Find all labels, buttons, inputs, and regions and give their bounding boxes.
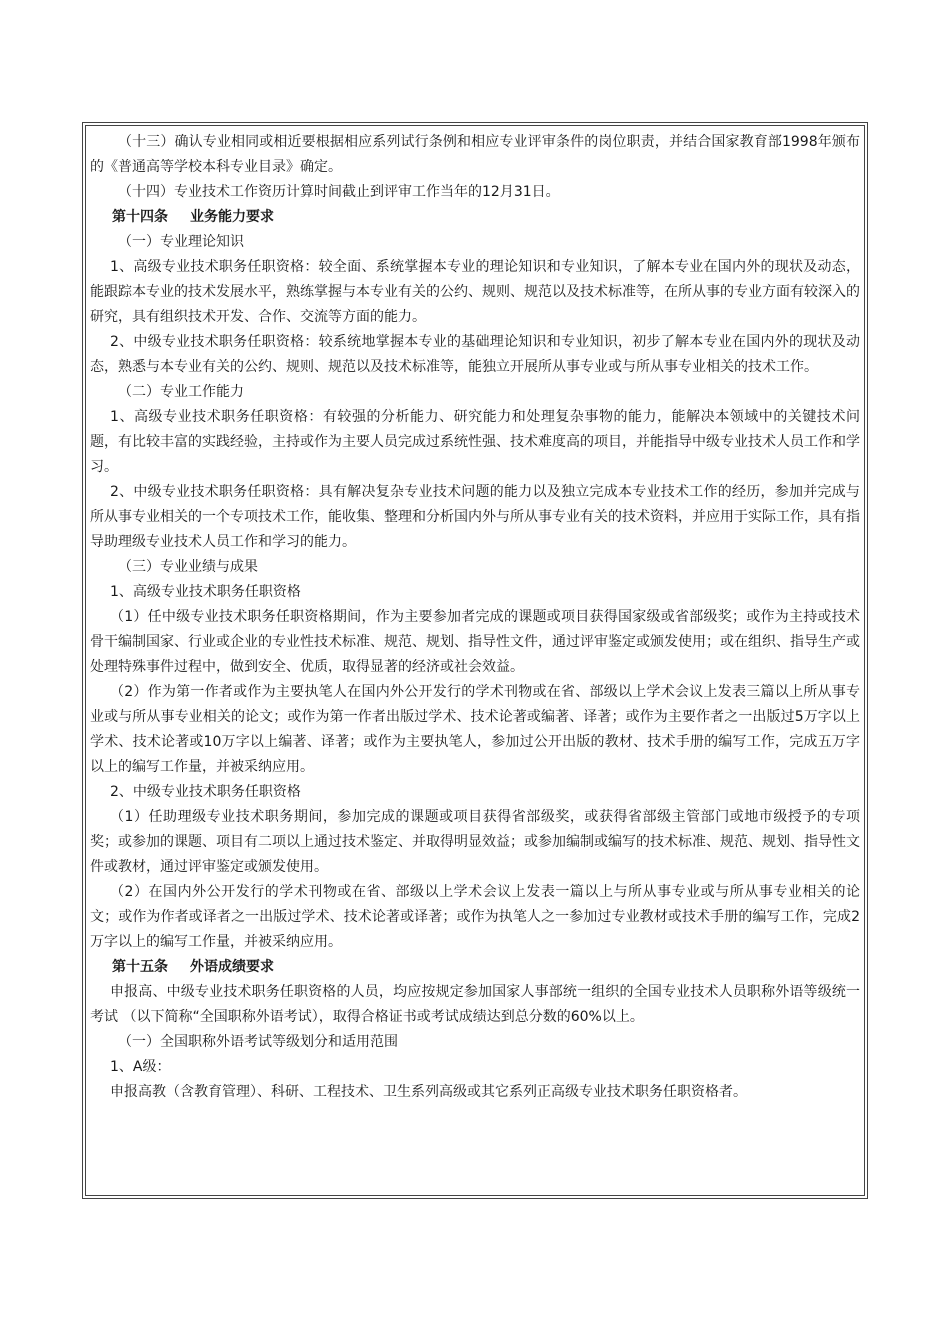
paragraph: 2、中级专业技术职务任职资格：较系统地掌握本专业的基础理论知识和专业知识，初步了解本专业在国内外的现状及动态，熟悉与本专业有关的公约、规则、规范以及技术标准等，能独立开展所从事专业或与所从事专业相关的技术工作。 — [90, 334, 860, 375]
document-body — [85, 125, 865, 1196]
paragraph: （十三）确认专业相同或相近要根据相应系列试行条例和相应专业评审条件的岗位职责，并结合国家教育部1998年颁布的《普通高等学校本科专业目录》确定。 — [90, 134, 860, 175]
section-title: （三）专业业绩与成果 — [118, 559, 258, 575]
article-title: 业务能力要求 — [190, 209, 274, 225]
paragraph: （1）任中级专业技术职务任职资格期间，作为主要参加者完成的课题或项目获得国家级或省部级奖；或作为主持或技术骨干编制国家、行业或企业的专业性技术标准、规范、规划、指导性文件，通过评审鉴定或颁发使用；或在组织、指导生产或处理特殊事件过程中，做到安全、优质，取得显著的经济或社会效益。 — [90, 609, 860, 675]
page-border — [82, 122, 868, 1199]
article-heading — [90, 205, 860, 230]
paragraph: 2、中级专业技术职务任职资格：具有解决复杂专业技术问题的能力以及独立完成本专业技术工作的经历，参加并完成与所从事专业相关的一个专项技术工作，能收集、整理和分析国内外与所从事专业有关的技术资料，并应用于实际工作，具有指导助理级专业技术人员工作和学习的能力。 — [90, 484, 860, 550]
paragraph: 申报高教（含教育管理）、科研、工程技术、卫生系列高级或其它系列正高级专业技术职务任职资格者。 — [110, 1084, 747, 1100]
paragraph: 申报高、中级专业技术职务任职资格的人员，均应按规定参加国家人事部统一组织的全国专业技术人员职称外语等级统一考试 （以下简称“全国职称外语考试），取得合格证书或考试成绩达到总分数的60%以上。 — [90, 984, 860, 1025]
section-title: （一）专业理论知识 — [118, 234, 244, 250]
article-heading — [90, 955, 860, 980]
paragraph: （2）在国内外公开发行的学术刊物或在省、部级以上学术会议上发表一篇以上与所从事专业或与所从事专业相关的论文；或作为作者或译者之一出版过学术、技术论著或译著；或作为执笔人之一参加过专业教材或技术手册的编写工作，完成2万字以上的编写工作量，并被采纳应用。 — [90, 884, 860, 950]
section-title: （二）专业工作能力 — [118, 384, 244, 400]
paragraph: （2）作为第一作者或作为主要执笔人在国内外公开发行的学术刊物或在省、部级以上学术会议上发表三篇以上所从事专业或与所从事专业相关的论文；或作为第一作者出版过学术、技术论著或编著、译著；或作为主要作者之一出版过5万字以上学术、技术论著或10万字以上编著、译著；或作为主要执笔人，参加过公开出版的教材、技术手册的编写工作，完成五万字以上的编写工作量，并被采纳应用。 — [90, 684, 860, 775]
paragraph: 1、A级： — [110, 1059, 171, 1075]
paragraph: 2、中级专业技术职务任职资格 — [110, 784, 301, 800]
paragraph: （1）任助理级专业技术职务期间，参加完成的课题或项目获得省部级奖，或获得省部级主管部门或地市级授予的专项奖；或参加的课题、项目有二项以上通过技术鉴定、并取得明显效益；或参加编制或编写的技术标准、规范、规划、指导性文件或教材，通过评审鉴定或颁发使用。 — [90, 809, 860, 875]
paragraph: （十四）专业技术工作资历计算时间截止到评审工作当年的12月31日。 — [118, 184, 560, 200]
paragraph: 1、高级专业技术职务任职资格 — [110, 584, 301, 600]
paragraph: 1、高级专业技术职务任职资格：较全面、系统掌握本专业的理论知识和专业知识，了解本专业在国内外的现状及动态，能跟踪本专业的技术发展水平，熟练掌握与本专业有关的公约、规则、规范以及技术标准等，在所从事的专业方面有较深入的研究，具有组织技术开发、合作、交流等方面的能力。 — [90, 259, 860, 325]
article-title: 外语成绩要求 — [190, 959, 274, 975]
section-title: （一）全国职称外语考试等级划分和适用范围 — [118, 1034, 398, 1050]
article-number: 第十四条 — [112, 209, 168, 225]
paragraph: 1、高级专业技术职务任职资格：有较强的分析能力、研究能力和处理复杂事物的能力，能解决本领域中的关键技术问题，有比较丰富的实践经验，主持或作为主要人员完成过系统性强、技术难度高的项目，并能指导中级专业技术人员工作和学习。 — [90, 409, 860, 475]
article-number: 第十五条 — [112, 959, 168, 975]
